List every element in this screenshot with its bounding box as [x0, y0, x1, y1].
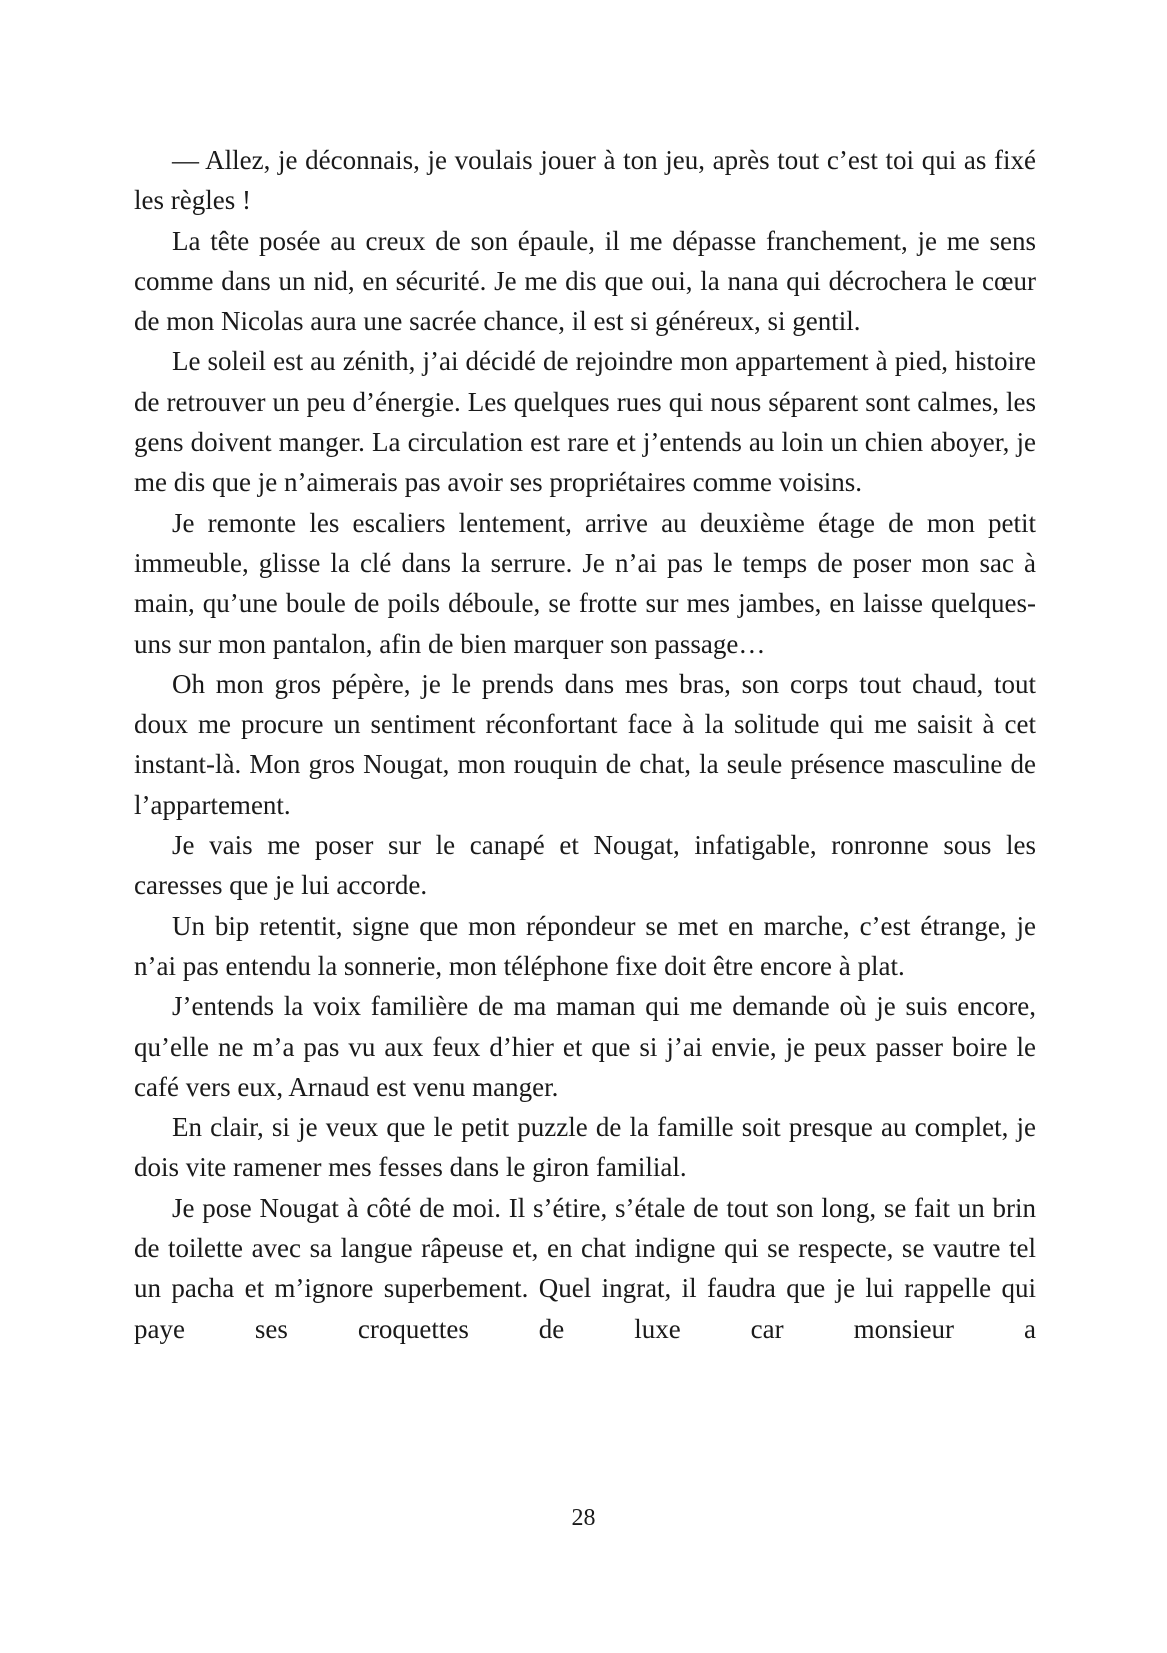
paragraph: Je remonte les escaliers lentement, arrive au deuxième étage de mon petit immeuble, glisse la clé dans la serrure. Je n’ai pas le temps de poser mon sac à main, qu’une boule de poils déboule, se frotte sur mes jambes, en laisse quelques-uns sur mon pantalon, afin de bien marquer son passage… — [134, 507, 1036, 659]
paragraph: En clair, si je veux que le petit puzzle de la famille soit presque au complet, je dois vite ramener mes fesses dans le giron familial. — [134, 1112, 1036, 1183]
paragraph: Le soleil est au zénith, j’ai décidé de rejoindre mon appartement à pied, histoire de retrouver un peu d’énergie. Les quelques rues qui nous séparent sont calmes, les gens doivent manger. La circulation est rare et j’entends au loin un chien aboyer, je me dis que je n’aimerais pas avoir ses propriétaires comme voisins. — [134, 346, 1036, 498]
paragraph: Oh mon gros pépère, je le prends dans mes bras, son corps tout chaud, tout doux me procure un sentiment réconfortant face à la solitude qui me saisit à cet instant-là. Mon gros Nougat, mon rouquin de chat, la seule présence masculine de l’appartement. — [134, 668, 1036, 820]
page-number: 28 — [571, 1505, 596, 1531]
paragraph: — Allez, je déconnais, je voulais jouer à ton jeu, après tout c’est toi qui as fixé les règles ! — [134, 145, 1036, 216]
paragraph: La tête posée au creux de son épaule, il me dépasse franchement, je me sens comme dans un nid, en sécurité. Je me dis que oui, la nana qui décrochera le cœur de mon Nicolas aura une sacrée chance, il est si généreux, si gentil. — [134, 225, 1036, 337]
body-text — [134, 140, 1036, 1349]
paragraph: Je pose Nougat à côté de moi. Il s’étire, s’étale de tout son long, se fait un brin de toilette avec sa langue râpeuse et, en chat indigne qui se respecte, se vautre tel un pacha et m’ignore superbement. Quel ingrat, il faudra que je lui rappelle qui paye ses croquettes de luxe car monsieur a — [134, 1192, 1036, 1344]
paragraph: Un bip retentit, signe que mon répondeur se met en marche, c’est étrange, je n’ai pas entendu la sonnerie, mon téléphone fixe doit être encore à plat. — [134, 910, 1036, 981]
paragraph: J’entends la voix familière de ma maman qui me demande où je suis encore, qu’elle ne m’a pas vu aux feux d’hier et que si j’ai envie, je peux passer boire le café vers eux, Arnaud est venu manger. — [134, 991, 1036, 1102]
paragraph: Je vais me poser sur le canapé et Nougat, infatigable, ronronne sous les caresses que je lui accorde. — [134, 830, 1036, 901]
